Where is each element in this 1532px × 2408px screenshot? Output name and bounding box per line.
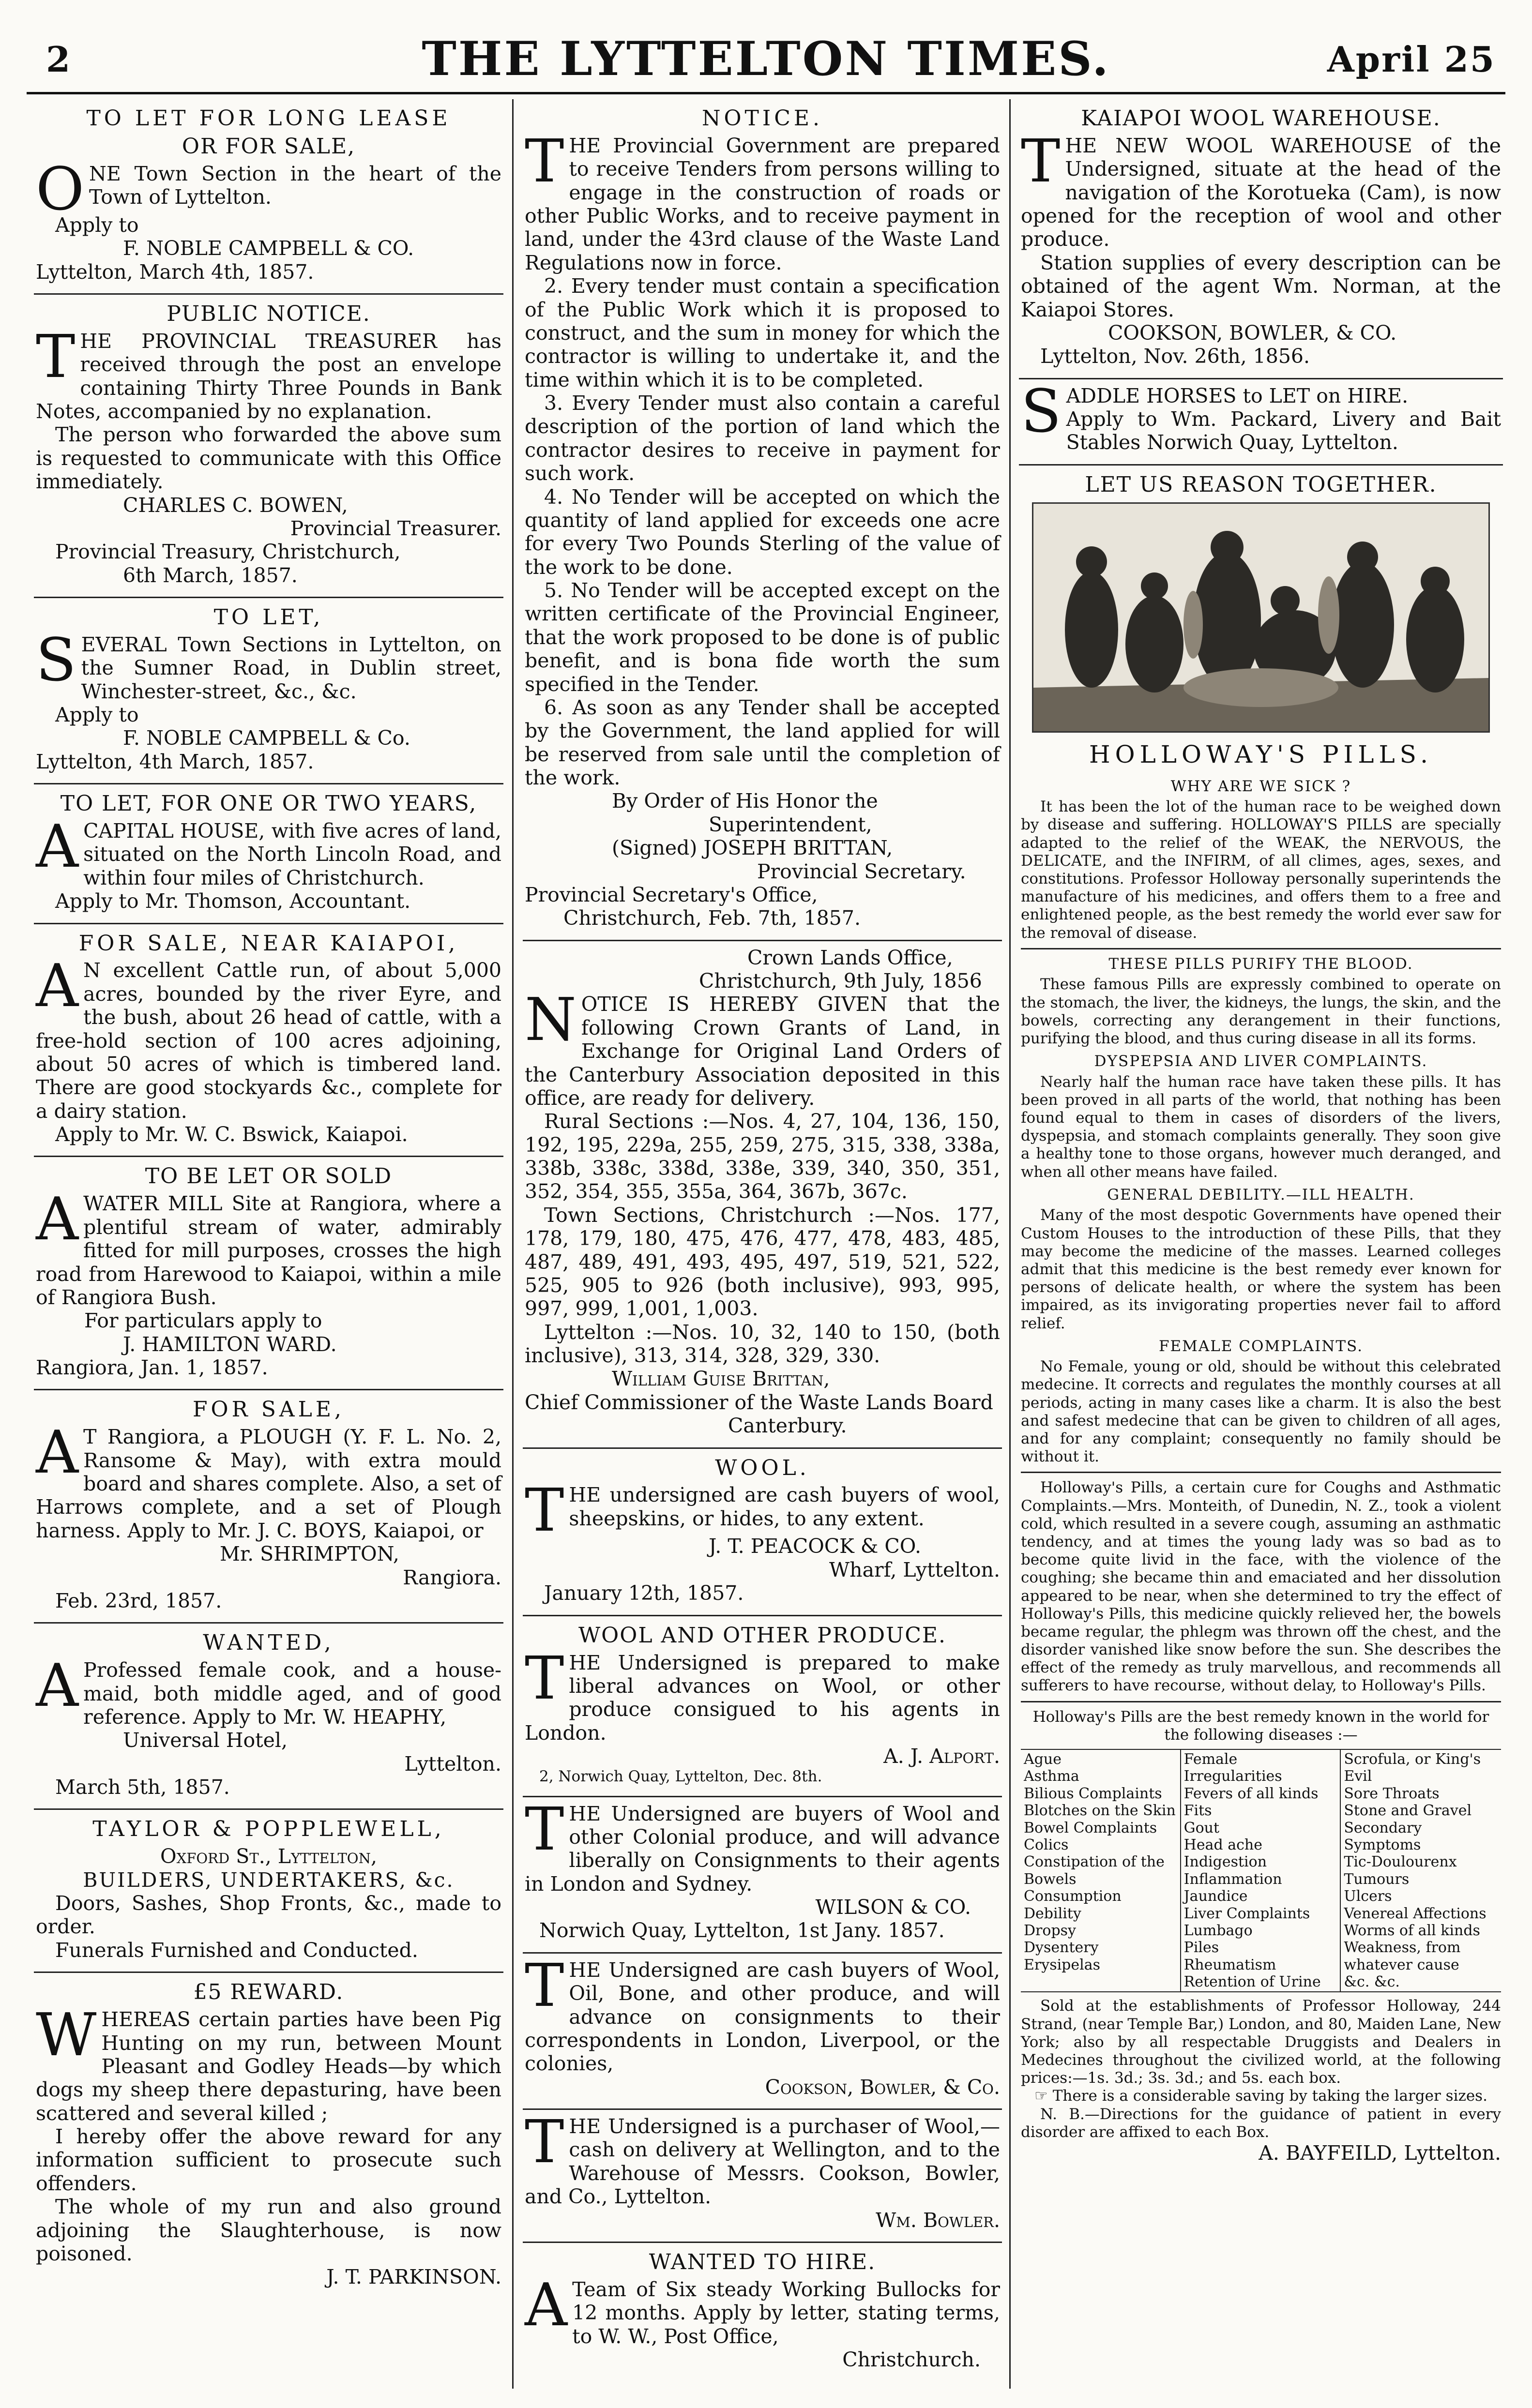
ad-cookson	[523, 1951, 1002, 2110]
ad-apply: For particulars apply to	[84, 1309, 322, 1333]
ad-wilson	[523, 1794, 1002, 1954]
ad-date: January 12th, 1857.	[544, 1581, 744, 1605]
drop-cap: O	[36, 154, 85, 224]
office-line: Crown Lands Office,	[747, 946, 953, 969]
ad-address: 2, Norwich Quay, Lyttelton, Dec. 8th.	[539, 1768, 822, 1786]
divider	[1021, 948, 1501, 949]
ad-signature-place: Canterbury.	[728, 1414, 847, 1438]
ad-to-let	[34, 598, 503, 784]
ad-heading: WANTED,	[203, 1630, 334, 1656]
lyttelton-sections: Lyttelton :—Nos. 10, 32, 140 to 150, (both inclusive), 313, 314, 328, 329, 330.	[525, 1320, 1000, 1368]
drop-cap: S	[1021, 376, 1062, 446]
ad-heading: LET US REASON TOGETHER.	[1085, 472, 1437, 497]
saving-note: ☞ There is a considerable saving by taking the larger sizes.	[1034, 2087, 1487, 2105]
column-rule	[1009, 99, 1011, 2389]
ad-signature: J. T. PARKINSON.	[326, 2265, 501, 2289]
ad-signature-place: Wharf, Lyttelton.	[829, 1558, 1000, 1581]
ad-body: WATER MILL Site at Rangiora, where a plentiful stream of water, admirably fitted for mill purposes, crosses the high road from Harewood to Kaiapoi, within a mile of Rangiora Bush.	[36, 1192, 501, 1309]
ad-cattle-run	[34, 924, 503, 1158]
ad-body: ADDLE HORSES to LET on HIRE.	[1066, 384, 1409, 407]
drop-cap: W	[36, 2001, 97, 2070]
ad-body-2: Station supplies of every description can be obtained of the agent Wm. Norman, at the Kaiapoi Stores.	[1021, 251, 1501, 321]
ad-public-notice	[34, 295, 503, 598]
drop-cap: A	[36, 812, 79, 881]
ad-plough	[34, 1390, 503, 1624]
ad-body-3: The whole of my run and also ground adjoining the Slaughterhouse, is now poisoned.	[36, 2195, 501, 2265]
ad-date: Lyttelton, March 4th, 1857.	[36, 260, 314, 284]
ad-apply: Apply to	[55, 703, 139, 727]
sold-at-text: Sold at the establishments of Professor Holloway, 244 Strand, (near Temple Bar,) London, and 80, Maiden Lane, New York; also by all respectable Druggists and Dealers in Medecines throughout the civilized world, at the following prices:—1s. 3d.; 3s. 3d.; and 5s. each box.	[1021, 1997, 1501, 2087]
ad-heading: PUBLIC NOTICE.	[167, 301, 371, 326]
ad-body-2: I hereby offer the above reward for any information sufficient to prosecute such offenders.	[36, 2125, 501, 2195]
drop-cap: T	[1021, 126, 1061, 196]
ad-heading: WANTED TO HIRE.	[649, 2249, 876, 2274]
ad-body: Doors, Sashes, Shop Fronts, &c., made to order.	[36, 1892, 501, 1939]
clause-2: 2. Every tender must contain a specification of the Public Work which it is proposed to construct, and the sum in money for which the contractor is willing to undertake it, and the time within which it is to be completed.	[525, 274, 1000, 391]
ad-heading: TO LET,	[213, 605, 324, 630]
clause-5: 5. No Tender will be accepted except on the written certificate of the Provincial Engineer, that the work proposed to be done is of public benefit, and is bona fide worth the sum specified in the Tender.	[525, 579, 1000, 696]
column-1	[34, 99, 503, 2389]
ad-body-2: Apply to Wm. Packard, Livery and Bait Stables Norwich Quay, Lyttelton.	[1066, 407, 1501, 454]
ad-apply: Apply to Mr. Thomson, Accountant.	[55, 889, 411, 913]
disease-list-intro: Holloway's Pills are the best remedy known in the world for the following diseases :—	[1032, 1708, 1489, 1744]
ad-body: HE Undersigned are buyers of Wool and other Colonial produce, and will advance liberally on Consignments to their agents in London and Sydney.	[525, 1802, 1000, 1896]
clause-3: 3. Every Tender must also contain a careful description of the portion of land which the contractor desires to receive in payment for such work.	[525, 391, 1000, 485]
column-3	[1019, 99, 1503, 2389]
ad-date: Norwich Quay, Lyttelton, 1st Jany. 1857.	[539, 1919, 945, 1942]
section-text: It has been the lot of the human race to be weighed down by disease and suffering. HOLLOWAY'S PILLS are specially adapted to the relief of the WEAK, the NERVOUS, the DELICATE, and the INFIRM, of all climes, ages, sexes, and constitutions. Professor Holloway personally superintends the manufacture of his medicines, and offers them to a free and enlightened people, as the best remedy the world ever saw for the removal of disease.	[1021, 798, 1501, 942]
ad-signature: Wm. Bowler.	[876, 2208, 1000, 2232]
ad-signature: Universal Hotel,	[123, 1729, 288, 1752]
ad-signature: Mr. SHRIMPTON,	[220, 1542, 399, 1566]
nb-note: N. B.—Directions for the guidance of patient in every disorder are affixed to each Box.	[1021, 2105, 1501, 2141]
ad-signature: Christchurch.	[842, 2348, 981, 2371]
order-line: By Order of His Honor the	[612, 789, 878, 813]
ad-body: OTICE IS HEREBY GIVEN that the following Crown Grants of Land, in Exchange for Original Land Orders of the Canterbury Association deposited in this office, are ready for delivery.	[525, 993, 1000, 1110]
section-text: Many of the most despotic Governments have opened their Custom Houses to the introduction of these Pills, that they may become the medicine of the masses. Learned colleges admit that this medicine is the best remedy ever known for persons of delicate health, or where the system has been impaired, as its invigorating properties never fail to afford relief.	[1021, 1206, 1501, 1332]
ad-body: T Rangiora, a PLOUGH (Y. F. L. No. 2, Ransome & May), with extra mould board and shares complete. Also, a set of Harrows complete, and a set of Plough harness. Apply to Mr. J. C. BOYS, Kaiapoi, or	[36, 1425, 501, 1542]
brand-title: HOLLOWAY'S PILLS.	[1089, 740, 1433, 768]
ad-signature: J. T. PEACOCK & CO.	[709, 1535, 921, 1558]
ad-signature: A. J. Alport.	[883, 1745, 1000, 1768]
masthead	[27, 19, 1505, 94]
clause-6: 6. As soon as any Tender shall be accepted by the Government, the land applied for will be reserved from sale until the completion of the work.	[525, 695, 1000, 790]
ad-water-mill	[34, 1157, 503, 1390]
ad-date: Rangiora, Jan. 1, 1857.	[36, 1356, 268, 1379]
ad-holloways-pills	[1019, 466, 1503, 2175]
ad-purchaser	[523, 2107, 1002, 2243]
ad-signature: A. BAYFEILD, Lyttelton.	[1259, 2141, 1501, 2165]
drop-cap: S	[36, 625, 76, 694]
ad-heading: TAYLOR & POPPLEWELL,	[92, 1817, 445, 1842]
ad-wool-produce	[523, 1616, 1002, 1797]
drop-cap: A	[36, 1418, 79, 1487]
ad-heading: FOR SALE,	[193, 1397, 345, 1422]
drop-cap: T	[525, 1643, 564, 1713]
ad-body: HE Provincial Government are prepared to receive Tenders from persons willing to engage in the construction of roads or other Public Works, and to receive payment in land, under the 43rd clause of the Waste Land Regulations now in force.	[525, 134, 1000, 274]
ad-saddle-horses	[1019, 376, 1503, 466]
crowd-engraving-graphic	[1033, 504, 1488, 731]
ad-signature: F. NOBLE CAMPBELL & CO.	[123, 237, 414, 260]
drop-cap: T	[36, 322, 76, 391]
ad-signature: Cookson, Bowler, & Co.	[765, 2075, 1000, 2099]
ad-subheading: OR FOR SALE,	[182, 134, 356, 159]
ad-trade: BUILDERS, UNDERTAKERS, &c.	[83, 1868, 455, 1892]
ad-heading: TO LET, FOR ONE OR TWO YEARS,	[60, 791, 477, 816]
ad-reward	[34, 1973, 503, 2298]
ad-body: N excellent Cattle run, of about 5,000 acres, bounded by the river Eyre, and the bush, about 26 head of cattle, with a free-hold section of 100 acres adjoining, about 50 acres of which is timbered land. There are good stockyards &c., complete for a dairy station.	[36, 959, 501, 1123]
ad-wanted	[34, 1624, 503, 1810]
section-heading: GENERAL DEBILITY.—ILL HEALTH.	[1107, 1186, 1415, 1204]
section-heading: THESE PILLS PURIFY THE BLOOD.	[1108, 955, 1413, 973]
section-text: No Female, young or old, should be without this celebrated medecine. It corrects and regulates the monthly courses at all periods, acting in many cases like a charm. It is also the best and safest medecine that can be given to children of all ages, and for any complaint; consequently no family should be without it.	[1021, 1358, 1501, 1466]
ad-signature: COOKSON, BOWLER, & CO.	[1108, 321, 1397, 345]
ad-crown-lands	[523, 941, 1002, 1449]
column-rule	[512, 99, 514, 2389]
ad-signature: (Signed) JOSEPH BRITTAN,	[612, 836, 893, 860]
divider	[1021, 1472, 1501, 1473]
ad-heading: TO LET FOR LONG LEASE	[86, 106, 451, 131]
ad-body: HE PROVINCIAL TREASURER has received through the post an envelope containing Thirty Three Pounds in Bank Notes, accompanied by no explanation.	[36, 329, 501, 423]
ad-signature: F. NOBLE CAMPBELL & Co.	[123, 726, 410, 750]
ad-body: Team of Six steady Working Bullocks for 12 months. Apply by letter, stating terms, to W. W., Post Office,	[572, 2277, 1000, 2348]
ad-body: Professed female cook, and a house-maid, both middle aged, and of good reference. Apply to Mr. W. HEAPHY,	[83, 1658, 501, 1729]
ad-wanted-to-hire	[523, 2243, 1002, 2381]
newspaper-title: THE LYTTELTON TIMES.	[422, 31, 1110, 86]
page-number: 2	[46, 39, 71, 80]
ad-signature: William Guise Brittan,	[612, 1367, 830, 1391]
ad-date: Lyttelton, Nov. 26th, 1856.	[1040, 345, 1310, 368]
order-line-2: Superintendent,	[709, 813, 872, 836]
drop-cap: A	[36, 1185, 79, 1254]
section-heading: WHY ARE WE SICK ?	[1170, 777, 1351, 795]
section-text: Nearly half the human race have taken these pills. It has been proved in all parts of the world, that nothing has been found equal to them in cases of disorders of the livers, dyspepsia, and stomach complaints generally. They soon give a healthy tone to those organs, however much deranged, and when all other means have failed.	[1021, 1073, 1501, 1181]
ad-body: HE Undersigned are cash buyers of Wool, Oil, Bone, and other produce, and will advance on consignments to their correspondents in London, Liverpool, or the colonies,	[525, 1958, 1000, 2076]
disease-table	[1021, 1749, 1501, 1992]
ad-date: Christchurch, Feb. 7th, 1857.	[563, 906, 861, 930]
ad-long-lease	[34, 99, 503, 295]
clause-4: 4. No Tender will be accepted on which the quantity of land applied for exceeds one acre for every Two Pounds Sterling of the value of the work to be done.	[525, 485, 1000, 579]
ad-tender-notice	[523, 99, 1002, 941]
testimonial-text: Holloway's Pills, a certain cure for Coughs and Asthmatic Complaints.—Mrs. Monteith, of Dunedin, N. Z., took a violent cold, which resulted in a severe cough, assuming an asthmatic tendency, and at times the young lady was so bad as to become quite livid in the face, with the violence of the coughing; she became thin and emaciated and her dissolution appeared to be near, when she determined to try the effect of Holloway's Pills, this medicine quickly relieved her, the bowels became regular, the phlegm was thrown off the chest, and the disorder vanished like snow before the sun. She describes the effect of the remedy as truly marvellous, and recommends all sufferers to have recourse, without delay, to Holloway's Pills.	[1021, 1479, 1501, 1695]
ad-signature: WILSON & CO.	[815, 1896, 971, 1919]
ad-body: HE undersigned are cash buyers of wool, sheepskins, or hides, to any extent.	[569, 1483, 1000, 1530]
ad-heading: WOOL AND OTHER PRODUCE.	[578, 1623, 947, 1648]
engraving-illustration	[1032, 502, 1490, 733]
ad-signature-place: Lyttelton.	[404, 1752, 501, 1776]
ad-signature: CHARLES C. BOWEN,	[123, 493, 348, 517]
ad-date: Lyttelton, 4th March, 1857.	[36, 750, 314, 773]
ad-capital-house	[34, 784, 503, 924]
ad-signature-title: Chief Commissioner of the Waste Lands Board	[525, 1390, 993, 1414]
ad-body: HE NEW WOOL WAREHOUSE of the Undersigned, situate at the head of the navigation of the Korotueka (Cam), is now opened for the reception of wool and other produce.	[1021, 134, 1501, 251]
drop-cap: T	[525, 2107, 564, 2177]
ad-heading: FOR SALE, NEAR KAIAPOI,	[78, 931, 459, 956]
drop-cap: A	[525, 2270, 568, 2339]
ad-heading: TO BE LET OR SOLD	[145, 1164, 393, 1189]
section-text: These famous Pills are expressly combined to operate on the stomach, the liver, the kidneys, the lungs, the skin, and the bowels, correcting any derangement in their functions, purifying the blood, and thus curing disease in all its forms.	[1021, 976, 1501, 1047]
ad-body-2: Funerals Furnished and Conducted.	[55, 1938, 418, 1962]
ad-signature-title: Provincial Secretary.	[757, 859, 966, 883]
ad-body: HE Undersigned is prepared to make liberal advances on Wool, or other produce consigued to his agents in London.	[525, 1651, 1000, 1745]
ad-wool	[523, 1449, 1002, 1616]
ad-signature-title: Provincial Treasurer.	[290, 516, 501, 540]
ad-body: EVERAL Town Sections in Lyttelton, on the Sumner Road, in Dublin street, Winchester-street, &c., &c.	[81, 632, 501, 703]
office-date: Christchurch, 9th July, 1856	[699, 969, 982, 993]
drop-cap: A	[36, 951, 79, 1021]
drop-cap: T	[525, 1476, 564, 1545]
disease-column: Scrofula, or King's Evil Sore Throats Stone and Gravel Secondary Symptoms Tic-Doulourenx Tumours Ulcers Venereal Affections Worms of all kinds Weakness, from whatever cause &c. &c.	[1344, 1751, 1486, 1991]
drop-cap: N	[525, 985, 576, 1054]
ad-body: NE Town Section in the heart of the Town of Lyttelton.	[89, 162, 501, 209]
section-heading: FEMALE COMPLAINTS.	[1158, 1337, 1364, 1355]
section-heading: DYSPEPSIA AND LIVER COMPLAINTS.	[1094, 1053, 1428, 1070]
ad-builders	[34, 1810, 503, 1973]
ad-body: HEREAS certain parties have been Pig Hunting on my run, between Mount Pleasant and Godley Heads—by which dogs my sheep there depasturing, have been scattered and several killed ;	[36, 2008, 501, 2125]
ad-body: CAPITAL HOUSE, with five acres of land, situated on the North Lincoln Road, and within four miles of Christchurch.	[83, 819, 501, 889]
drop-cap: T	[525, 1794, 564, 1864]
drop-cap: A	[36, 1651, 79, 1720]
ad-heading: WOOL.	[715, 1455, 810, 1480]
ad-body: HE Undersigned is a purchaser of Wool,—cash on delivery at Wellington, and to the Warehouse of Messrs. Cookson, Bowler, and Co., Lyttelton.	[525, 2115, 1000, 2209]
drop-cap: T	[525, 1951, 564, 2020]
rural-sections: Rural Sections :—Nos. 4, 27, 104, 136, 150, 192, 195, 229a, 255, 259, 275, 315, 338, 338a, 338b, 338c, 338d, 338e, 339, 340, 350, 351, 352, 354, 355, 355a, 364, 367b, 367c.	[525, 1110, 1000, 1204]
ad-date: Feb. 23rd, 1857.	[55, 1589, 222, 1612]
town-sections: Town Sections, Christchurch :—Nos. 177, 178, 179, 180, 475, 476, 477, 478, 483, 485, 487, 489, 491, 493, 495, 497, 519, 521, 522, 525, 905 to 926 (both inclusive), 993, 995, 997, 999, 1,001, 1,003.	[525, 1203, 1000, 1321]
issue-date: April 25	[1327, 39, 1496, 80]
ad-heading: KAIAPOI WOOL WAREHOUSE.	[1081, 106, 1441, 131]
column-2	[523, 99, 1002, 2389]
ad-body-2: The person who forwarded the above sum is requested to communicate with this Office immediately.	[36, 423, 501, 494]
ad-signature-place: Rangiora.	[403, 1565, 501, 1589]
ad-place: Provincial Secretary's Office,	[525, 883, 818, 906]
ad-date: March 5th, 1857.	[55, 1776, 230, 1799]
disease-column: Ague Asthma Bilious Complaints Blotches on the Skin Bowel Complaints Colics Constipation of the Bowels Consumption Debility Dropsy Dysentery Erysipelas	[1021, 1750, 1181, 1991]
ad-heading: NOTICE.	[701, 106, 823, 131]
ad-signature: J. HAMILTON WARD.	[123, 1332, 337, 1356]
ad-apply: Apply to	[55, 213, 139, 237]
drop-cap: T	[525, 126, 564, 196]
ad-apply: Apply to Mr. W. C. Bswick, Kaiapoi.	[55, 1123, 408, 1146]
divider	[1021, 1701, 1501, 1702]
ad-heading: £5 REWARD.	[193, 1980, 344, 2005]
ad-kaiapoi-warehouse	[1019, 99, 1503, 379]
ad-address: Oxford St., Lyttelton,	[160, 1845, 377, 1868]
ad-place: Provincial Treasury, Christchurch,	[55, 540, 401, 564]
ad-date: 6th March, 1857.	[123, 563, 298, 587]
disease-column: Female Irregularities Fevers of all kinds Fits Gout Head ache Indigestion Inflammation Jaundice Liver Complaints Lumbago Piles Rheumatism Retention of Urine	[1181, 1750, 1341, 1991]
